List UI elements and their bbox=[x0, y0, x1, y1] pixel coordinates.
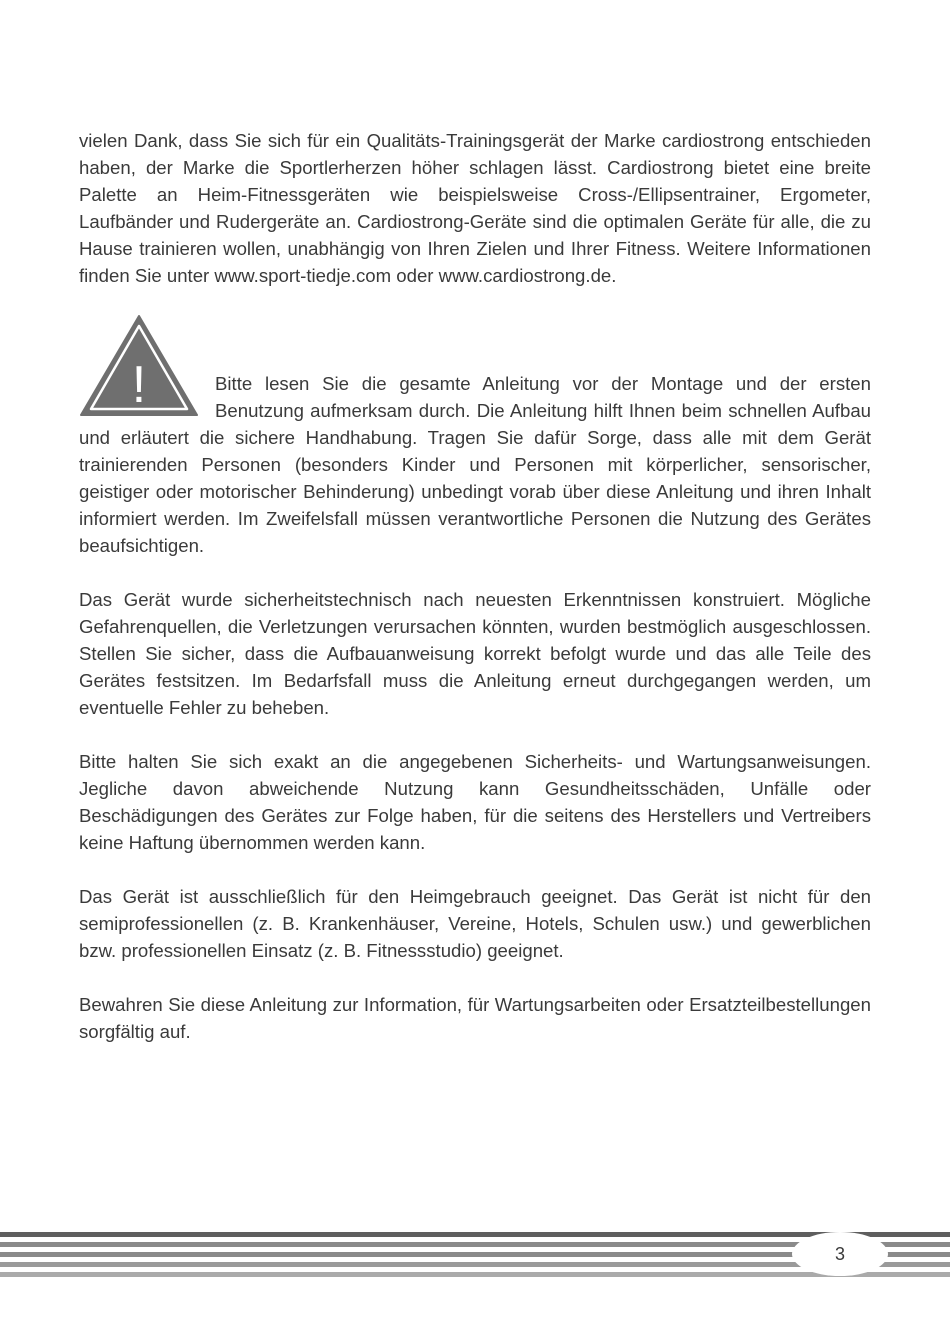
page-content bbox=[79, 127, 871, 1072]
keep-manual-paragraph: Bewahren Sie diese Anleitung zur Information, für Wartungsarbeiten oder Ersatzteilbestellungen sorgfältig auf. bbox=[79, 994, 871, 1042]
warning-paragraph: Bitte lesen Sie die gesamte Anleitung vor der Montage und der ersten Benutzung aufmerksam durch. Die Anleitung hilft Ihnen beim schnellen Aufbau und erläutert die sichere Handhabung. Tragen Sie dafür Sorge, dass alle mit dem Gerät trainierenden Personen (besonders Kinder und Personen mit körperlicher, sensorischer, geistiger oder motorischer Behinderung) unbedingt vorab über diese Anleitung und ihren Inhalt informiert werden. Im Zweifelsfall müssen verantwortliche Personen die Nutzung des Gerätes beaufsichtigen. bbox=[79, 373, 871, 556]
intro-paragraph: vielen Dank, dass Sie sich für ein Qualitäts-Trainingsgerät der Marke cardiostrong entschieden haben, der Marke die Sportlerherzen höher schlagen lässt. Cardiostrong bietet eine breite Palette an Heim-Fitnessgeräten wie beispielsweise Cross-/Ellipsentrainer, Ergometer, Laufbänder und Rudergeräte an. Cardiostrong-Geräte sind die optimalen Geräte für alle, die zu Hause trainieren wollen, unabhängig von Ihren Zielen und Ihrer Fitness. Weitere Informationen finden Sie unter www.sport-tiedje.com oder www.cardiostrong.de. bbox=[79, 130, 871, 286]
home-use-paragraph: Das Gerät ist ausschließlich für den Heimgebrauch geeignet. Das Gerät ist nicht für den semiprofessionellen (z. B. Krankenhäuser, Vereine, Hotels, Schulen usw.) und gewerblichen bzw. professionellen Einsatz (z. B. Fitnessstudio) geeignet. bbox=[79, 886, 871, 961]
page-number: 3 bbox=[792, 1232, 888, 1276]
footer-stripe bbox=[0, 1272, 950, 1277]
instructions-paragraph: Bitte halten Sie sich exakt an die angegebenen Sicherheits- und Wartungsanweisungen. Jegliche davon abweichende Nutzung kann Gesundheitsschäden, Unfälle oder Beschädigungen des Gerätes zur Folge haben, für die seitens des Herstellers und Vertreibers keine Haftung übernommen werden kann. bbox=[79, 751, 871, 853]
warning-triangle-icon bbox=[79, 314, 199, 418]
warning-exclamation: ! bbox=[131, 356, 147, 414]
safety-paragraph: Das Gerät wurde sicherheitstechnisch nach neuesten Erkenntnissen konstruiert. Mögliche Gefahrenquellen, die Verletzungen verursachen könnten, wurden bestmöglich ausgeschlossen. Stellen Sie sicher, dass die Aufbauanweisung korrekt befolgt wurde und das alle Teile des Gerätes festsitzen. Im Bedarfsfall muss die Anleitung erneut durchgegangen werden, um eventuelle Fehler zu beheben. bbox=[79, 589, 871, 718]
footer-stripe bbox=[0, 1232, 950, 1237]
